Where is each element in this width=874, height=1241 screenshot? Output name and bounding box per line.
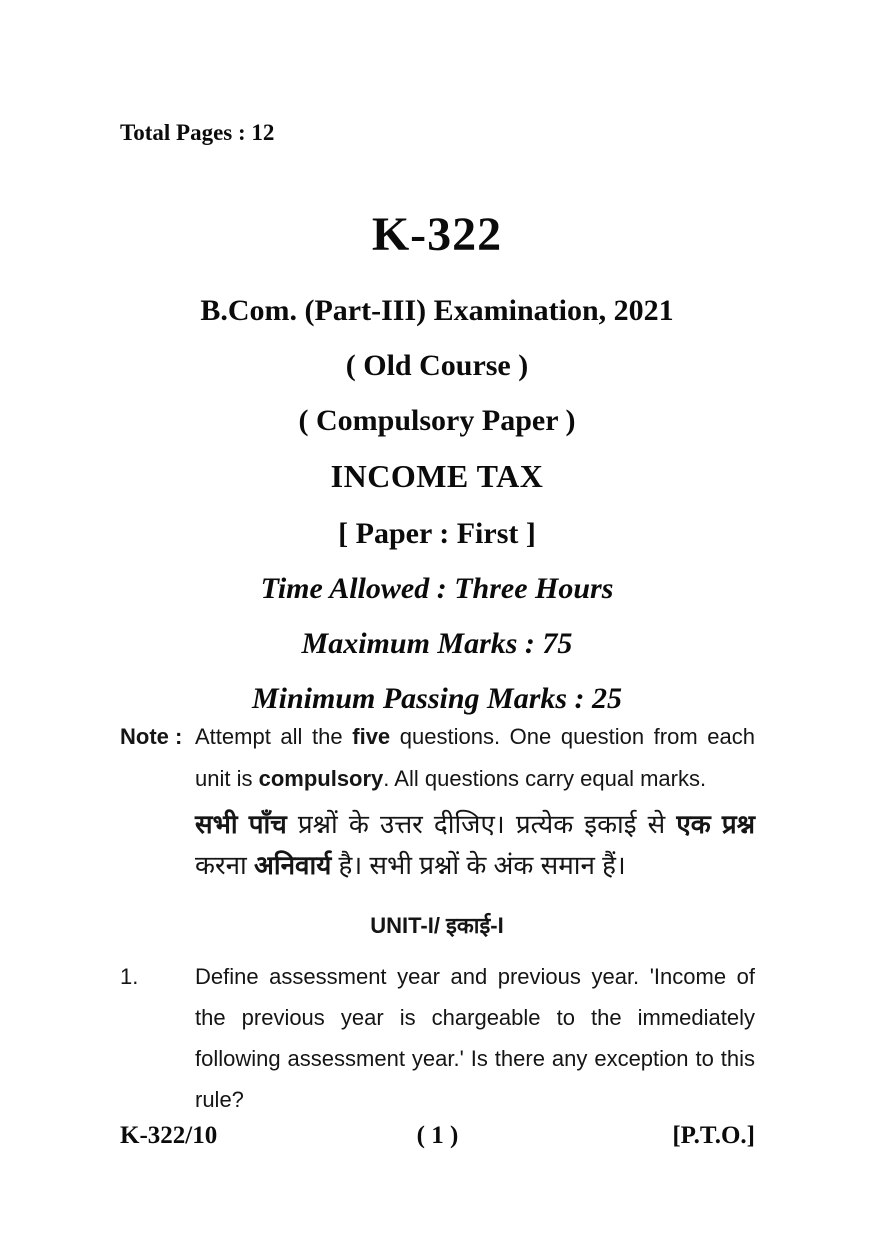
- note-label: Note :: [120, 724, 183, 749]
- time-allowed-line: Time Allowed : Three Hours: [260, 572, 614, 605]
- text-line: Attempt all the five questions. One question from each: [195, 724, 755, 749]
- maximum-marks-line: Maximum Marks : 75: [301, 627, 573, 660]
- text-line: unit is compulsory. All questions carry equal marks.: [195, 766, 707, 791]
- paper-type-heading: ( Compulsory Paper ): [298, 404, 576, 437]
- question-number: 1.: [120, 964, 139, 989]
- text-line: following assessment year.' Is there any exception to this: [195, 1046, 755, 1071]
- footer-paper-code: K-322/10: [120, 1122, 218, 1149]
- text-line: the previous year is chargeable to the immediately: [195, 1005, 755, 1030]
- question-1: [120, 956, 755, 1120]
- footer-pto: [P.T.O.]: [672, 1122, 755, 1149]
- unit-heading: UNIT-I/ इकाई-I: [370, 913, 504, 938]
- page-footer: [120, 1121, 755, 1151]
- question-text: [195, 956, 755, 1120]
- paper-number-heading: [ Paper : First ]: [338, 517, 536, 550]
- subject-heading: INCOME TAX: [330, 458, 544, 494]
- exam-title: B.Com. (Part-III) Examination, 2021: [200, 294, 674, 327]
- course-type-heading: ( Old Course ): [345, 349, 529, 382]
- minimum-passing-marks-line: Minimum Passing Marks : 25: [251, 682, 623, 715]
- note-section: [120, 716, 755, 800]
- paper-code-title: K-322: [371, 208, 503, 261]
- total-pages-label: Total Pages : 12: [120, 120, 275, 145]
- text-line: rule?: [195, 1087, 244, 1112]
- text-line: Define assessment year and previous year. 'Income of: [195, 964, 755, 989]
- text-line: सभी पाँच प्रश्नों के उत्तर दीजिए। प्रत्येक इकाई से एक प्रश्न: [195, 809, 755, 839]
- text-line: करना अनिवार्य है। सभी प्रश्नों के अंक समान हैं।: [195, 850, 626, 880]
- note-english-text: [195, 716, 755, 800]
- note-hindi-text: [195, 804, 755, 886]
- footer-page-number: ( 1 ): [416, 1122, 459, 1149]
